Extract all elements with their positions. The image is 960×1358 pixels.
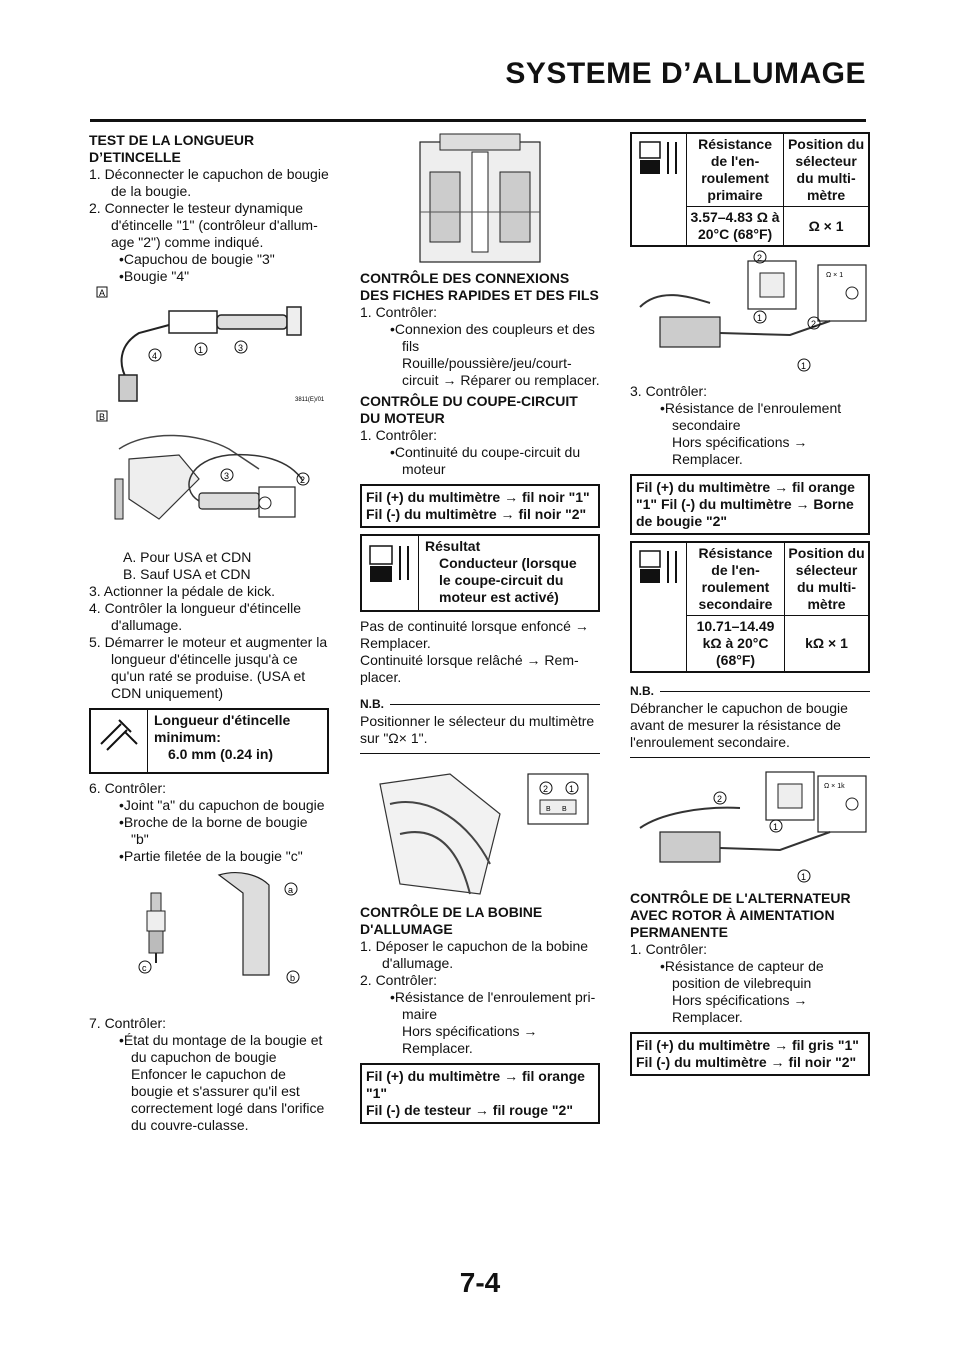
column-2	[360, 132, 600, 1124]
bullet: •État du montage de la bougie et du capuchon de bougie	[119, 1032, 323, 1065]
section-heading: CONTRÔLE DE L'ALTERNATEUR AVEC ROTOR À AIMENTATION PERMANENTE	[630, 890, 851, 940]
note-block	[630, 683, 870, 758]
lead-line: Fil (+) du multimètre → fil gris "1"	[636, 1037, 859, 1053]
svg-text:2: 2	[811, 319, 817, 329]
caption: B. Sauf USA et CDN	[123, 566, 251, 582]
note-label: N.B.	[630, 684, 654, 698]
svg-text:1: 1	[757, 313, 763, 323]
figure-coil-secondary	[630, 758, 870, 890]
bullet: •Capuchou de bougie "3"	[119, 251, 275, 267]
lead-line: Fil (-) du multimètre → fil noir "2"	[636, 1054, 857, 1070]
spec-box	[89, 708, 329, 774]
bullet: •Continuité du coupe-circuit du moteur	[390, 444, 581, 477]
section-heading: CONTRÔLE DE LA BOBINE D'ALLUMAGE	[360, 904, 543, 937]
svg-text:4: 4	[152, 351, 158, 361]
svg-text:2: 2	[300, 475, 306, 485]
sub-text: Rouille/poussière/jeu/court-circuit → Réparer ou remplacer.	[402, 355, 600, 388]
multimeter-icon	[631, 133, 687, 246]
sub-text: Hors spécifications → Remplacer.	[402, 1023, 538, 1056]
svg-text:Ω × 1: Ω × 1	[826, 272, 844, 279]
bullet: •Résistance de capteur de position de vilebrequin	[660, 958, 824, 991]
step: 3. Actionner la pédale de kick.	[89, 583, 276, 599]
step: 6. Contrôler:	[89, 780, 167, 796]
column-3	[630, 132, 870, 1076]
lead-line: Fil (-) du multimètre → fil noir "2"	[366, 506, 587, 522]
bullet: •Joint "a" du capuchon de bougie	[119, 797, 325, 813]
caption: A. Pour USA et CDN	[123, 549, 252, 565]
table-header: Résistance de l'enroulement primaire	[687, 133, 784, 207]
page-number: 7-4	[459, 1267, 501, 1298]
svg-text:2: 2	[757, 253, 763, 263]
sub-text: Hors spécifications → Remplacer.	[672, 992, 808, 1025]
step: 7. Contrôler:	[89, 1015, 167, 1031]
note-text: Positionner le sélecteur du multimètre sur "Ω× 1".	[360, 713, 595, 746]
step: 3. Contrôler:	[630, 383, 708, 399]
table-header: Position du sélecteur du multimètre	[785, 542, 869, 616]
svg-text:1: 1	[198, 345, 204, 355]
spec-value: 6.0 mm (0.24 in)	[168, 746, 274, 762]
svg-text:3: 3	[224, 471, 230, 481]
table-cell: 10.71–14.49 kΩ à 20°C (68°F)	[687, 616, 785, 673]
note-label: N.B.	[360, 697, 384, 711]
bullet: •Connexion des coupleurs et des fils	[390, 321, 595, 354]
note-text: Débrancher le capuchon de bougie avant de mesurer la résistance de l'enroulement secondaire.	[630, 700, 848, 750]
table-header: Résistance de l'enroulement secondaire	[687, 542, 785, 616]
step: 4. Contrôler la longueur d'étincelle d'allumage.	[89, 600, 302, 633]
bullet: •Bougie "4"	[119, 268, 190, 284]
figure-spark-plug-cap	[89, 865, 329, 1015]
multimeter-icon	[362, 536, 419, 610]
paragraph: Pas de continuité lorsque enfoncé → Remplacer.	[360, 618, 589, 651]
section-heading: TEST DE LA LONGUEUR D’ETINCELLE	[89, 132, 255, 165]
bullet: •Résistance de l'enroulement secondaire	[660, 400, 842, 433]
svg-text:c: c	[142, 963, 147, 973]
bullet: •Résistance de l'enroulement primaire	[390, 989, 596, 1022]
svg-text:Ω × 1k: Ω × 1k	[824, 783, 845, 790]
step: 1. Déconnecter le capuchon de bougie de la bougie.	[89, 166, 329, 199]
svg-text:1: 1	[801, 361, 807, 371]
svg-text:3811(E)/01: 3811(E)/01	[295, 397, 325, 403]
bullet: •Partie filetée de la bougie "c"	[119, 848, 303, 864]
step: 2. Contrôler:	[360, 972, 438, 988]
figure-spark-tester-b	[89, 409, 329, 549]
figure-tag: B	[99, 412, 106, 422]
note-block	[360, 696, 600, 754]
step: 1. Déposer le capuchon de la bobine d'allumage.	[360, 938, 589, 971]
spec-label: Longueur d'étincelle minimum:	[154, 712, 291, 745]
header-rule	[90, 119, 866, 122]
svg-text:3: 3	[238, 343, 244, 353]
step: 2. Connecter le testeur dynamique d'étincelle "1" (contrôleur d'allumage "2") comme indiqué.	[89, 200, 318, 250]
section-heading: CONTRÔLE DES CONNEXIONS DES FICHES RAPIDES ET DES FILS	[360, 270, 599, 303]
leads-box	[360, 1063, 600, 1124]
svg-text:a: a	[288, 885, 294, 895]
lead-line: Fil (+) du multimètre → fil orange "1"	[366, 1068, 585, 1101]
lead-line: Fil (+) du multimètre → fil noir "1"	[366, 489, 590, 505]
svg-text:1: 1	[801, 872, 807, 882]
step: 5. Démarrer le moteur et augmenter la longueur d'étincelle jusqu'à ce qu'un raté se produise. (USA et CDN uniquement)	[89, 634, 328, 701]
page-title: SYSTEME D’ALLUMAGE	[505, 57, 866, 90]
table-cell: kΩ × 1	[785, 616, 869, 673]
step: 1. Contrôler:	[360, 304, 438, 320]
column-1	[89, 132, 329, 1134]
lead-line: Fil (-) de testeur → fil rouge "2"	[366, 1102, 573, 1118]
table-cell: 3.57–4.83 Ω à 20°C (68°F)	[687, 207, 784, 247]
sub-text: Hors spécifications → Remplacer.	[672, 434, 808, 467]
result-label: Résultat	[425, 538, 481, 554]
figure-frame-connector	[360, 754, 600, 904]
figure-coil-primary	[630, 247, 870, 383]
multimeter-icon	[631, 542, 687, 672]
leads-box	[360, 484, 600, 528]
svg-text:1: 1	[569, 784, 575, 794]
section-heading: CONTRÔLE DU COUPE-CIRCUIT DU MOTEUR	[360, 393, 578, 426]
bullet: •Broche de la borne de bougie "b"	[119, 814, 308, 847]
figure-spark-tester-a	[89, 285, 329, 409]
spec-table-secondary	[630, 541, 870, 673]
leads-box: Fil (+) du multimètre → fil orange "1" Fil (-) du multimètre → Borne de bougie "2"	[630, 474, 870, 535]
svg-text:b: b	[290, 973, 296, 983]
svg-text:B: B	[546, 806, 551, 813]
step: 1. Contrôler:	[630, 941, 708, 957]
sub-text: Enfoncer le capuchon de bougie et s'assurer qu'il est correctement logé dans l'orifice du couvre-culasse.	[131, 1066, 325, 1133]
spec-table-primary	[630, 132, 870, 247]
svg-text:2: 2	[543, 784, 549, 794]
figure-tag: A	[99, 288, 106, 298]
table-header: Position du sélecteur du multimètre	[784, 133, 869, 207]
figure-engine	[360, 132, 600, 270]
result-box	[360, 534, 600, 612]
table-cell: Ω × 1	[784, 207, 869, 247]
wrench-icon	[91, 710, 148, 772]
svg-text:2: 2	[717, 794, 723, 804]
paragraph: Continuité lorsque relâché → Remplacer.	[360, 652, 579, 685]
svg-text:1: 1	[773, 822, 779, 832]
result-value: Conducteur (lorsque le coupe-circuit du moteur est activé)	[439, 555, 577, 605]
leads-box	[630, 1032, 870, 1076]
step: 1. Contrôler:	[360, 427, 438, 443]
svg-text:B: B	[562, 806, 567, 813]
